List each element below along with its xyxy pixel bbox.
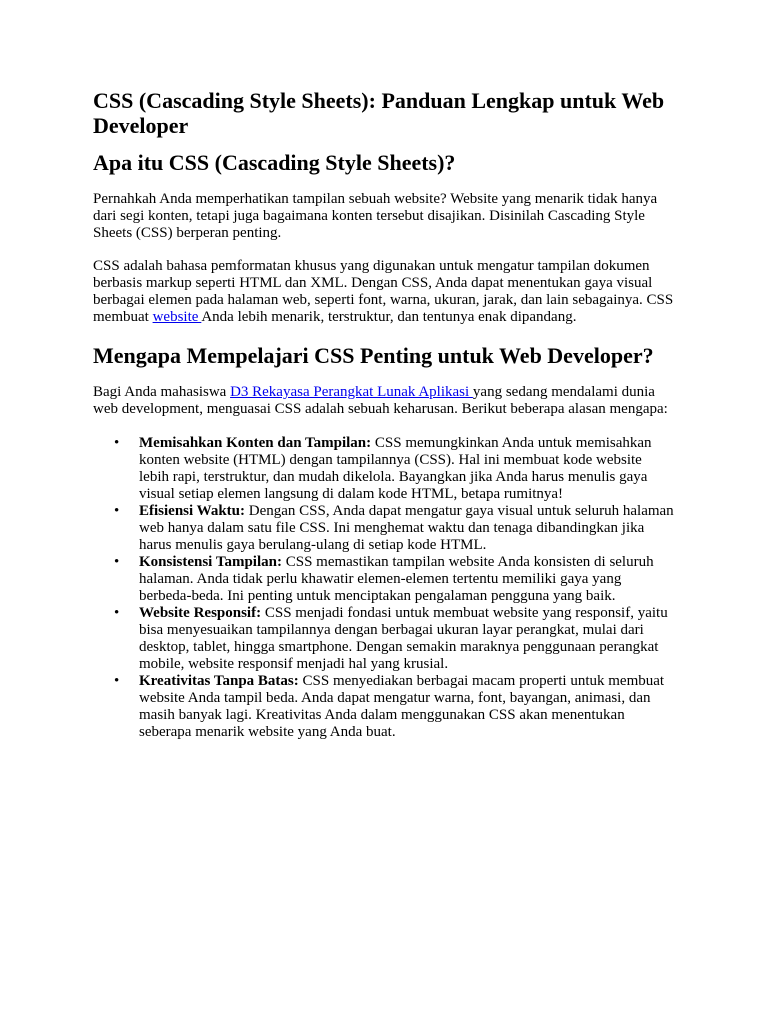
bullet-icon: • xyxy=(114,605,120,621)
list-item-text: CSS memungkinkan Anda untuk memisahkan konten website (HTML) dengan tampilannya (CSS). Hal ini membuat kode website lebih rapi, terstruktur, dan mudah dikelola. Bayangkan jika Anda harus menulis gaya visual setiap elemen langsung di dalam kode HTML, betapa rumitnya! xyxy=(139,435,652,502)
paragraph-text: CSS adalah bahasa pemformatan khusus yang digunakan untuk mengatur tampilan dokumen berbasis markup seperti HTML dan XML. Dengan CSS, Anda dapat menentukan gaya visual berbagai elemen pada halaman web, seperti font, warna, ukuran, jarak, dan lain sebagainya. CSS membuat xyxy=(93,258,674,325)
website-link[interactable]: website xyxy=(152,309,202,325)
bullet-icon: • xyxy=(114,554,120,570)
bullet-icon: • xyxy=(114,435,120,451)
list-item xyxy=(114,435,675,503)
list-item-text: CSS memastikan tampilan website Anda konsisten di seluruh halaman. Anda tidak perlu khawatir elemen-elemen tertentu memiliki gaya yang berbeda-beda. Ini penting untuk menciptakan pengalaman pengguna yang baik. xyxy=(139,554,654,604)
document-title: CSS (Cascading Style Sheets): Panduan Lengkap untuk Web Developer xyxy=(93,88,665,138)
list-item-title: Efisiensi Waktu: xyxy=(139,503,246,519)
bullet-icon: • xyxy=(114,503,120,519)
list-item xyxy=(114,554,675,605)
list-item xyxy=(114,503,675,554)
list-item-text: Dengan CSS, Anda dapat mengatur gaya visual untuk seluruh halaman web hanya dalam satu file CSS. Ini menghemat waktu dan tenaga dibandingkan jika harus menulis gaya berulang-ulang di setiap kode HTML. xyxy=(139,503,674,553)
paragraph-text: yang sedang mendalami dunia web development, menguasai CSS adalah sebuah keharusan. Berikut beberapa alasan mengapa: xyxy=(93,384,668,417)
paragraph-why-intro xyxy=(93,384,675,418)
section-heading-why-css: Mengapa Mempelajari CSS Penting untuk Web Developer? xyxy=(93,343,654,368)
list-item-text: CSS menyediakan berbagai macam properti untuk membuat website Anda tampil beda. Anda dapat mengatur warna, font, bayangan, animasi, dan masih banyak lagi. Kreativitas Anda dalam menggunakan CSS akan menentukan seberapa menarik website yang Anda buat. xyxy=(139,673,665,740)
paragraph-intro: Pernahkah Anda memperhatikan tampilan sebuah website? Website yang menarik tidak hanya dari segi konten, tetapi juga bagaimana konten tersebut disajikan. Disinilah Cascading Style Sheets (CSS) berperan penting. xyxy=(93,191,658,241)
list-item xyxy=(114,673,675,741)
reasons-list xyxy=(93,435,675,741)
list-item-title: Konsistensi Tampilan: xyxy=(139,554,282,570)
list-item xyxy=(114,605,675,673)
d3-rpl-link[interactable]: D3 Rekayasa Perangkat Lunak Aplikasi xyxy=(230,384,473,400)
list-item-title: Website Responsif: xyxy=(139,605,262,621)
bullet-icon: • xyxy=(114,673,120,689)
list-item-text: CSS menjadi fondasi untuk membuat website yang responsif, yaitu bisa menyesuaikan tampilannya dengan berbagai ukuran layar perangkat, mulai dari desktop, tablet, hingga smartphone. Dengan semakin maraknya penggunaan perangkat mobile, website responsif menjadi hal yang krusial. xyxy=(139,605,668,672)
list-item-title: Memisahkan Konten dan Tampilan: xyxy=(139,435,372,451)
paragraph-text: Anda lebih menarik, terstruktur, dan tentunya enak dipandang. xyxy=(201,309,577,325)
paragraph-css-definition xyxy=(93,258,675,326)
paragraph-text: Bagi Anda mahasiswa xyxy=(93,384,231,400)
section-heading-what-is-css: Apa itu CSS (Cascading Style Sheets)? xyxy=(93,150,456,175)
list-item-title: Kreativitas Tanpa Batas: xyxy=(139,673,299,689)
